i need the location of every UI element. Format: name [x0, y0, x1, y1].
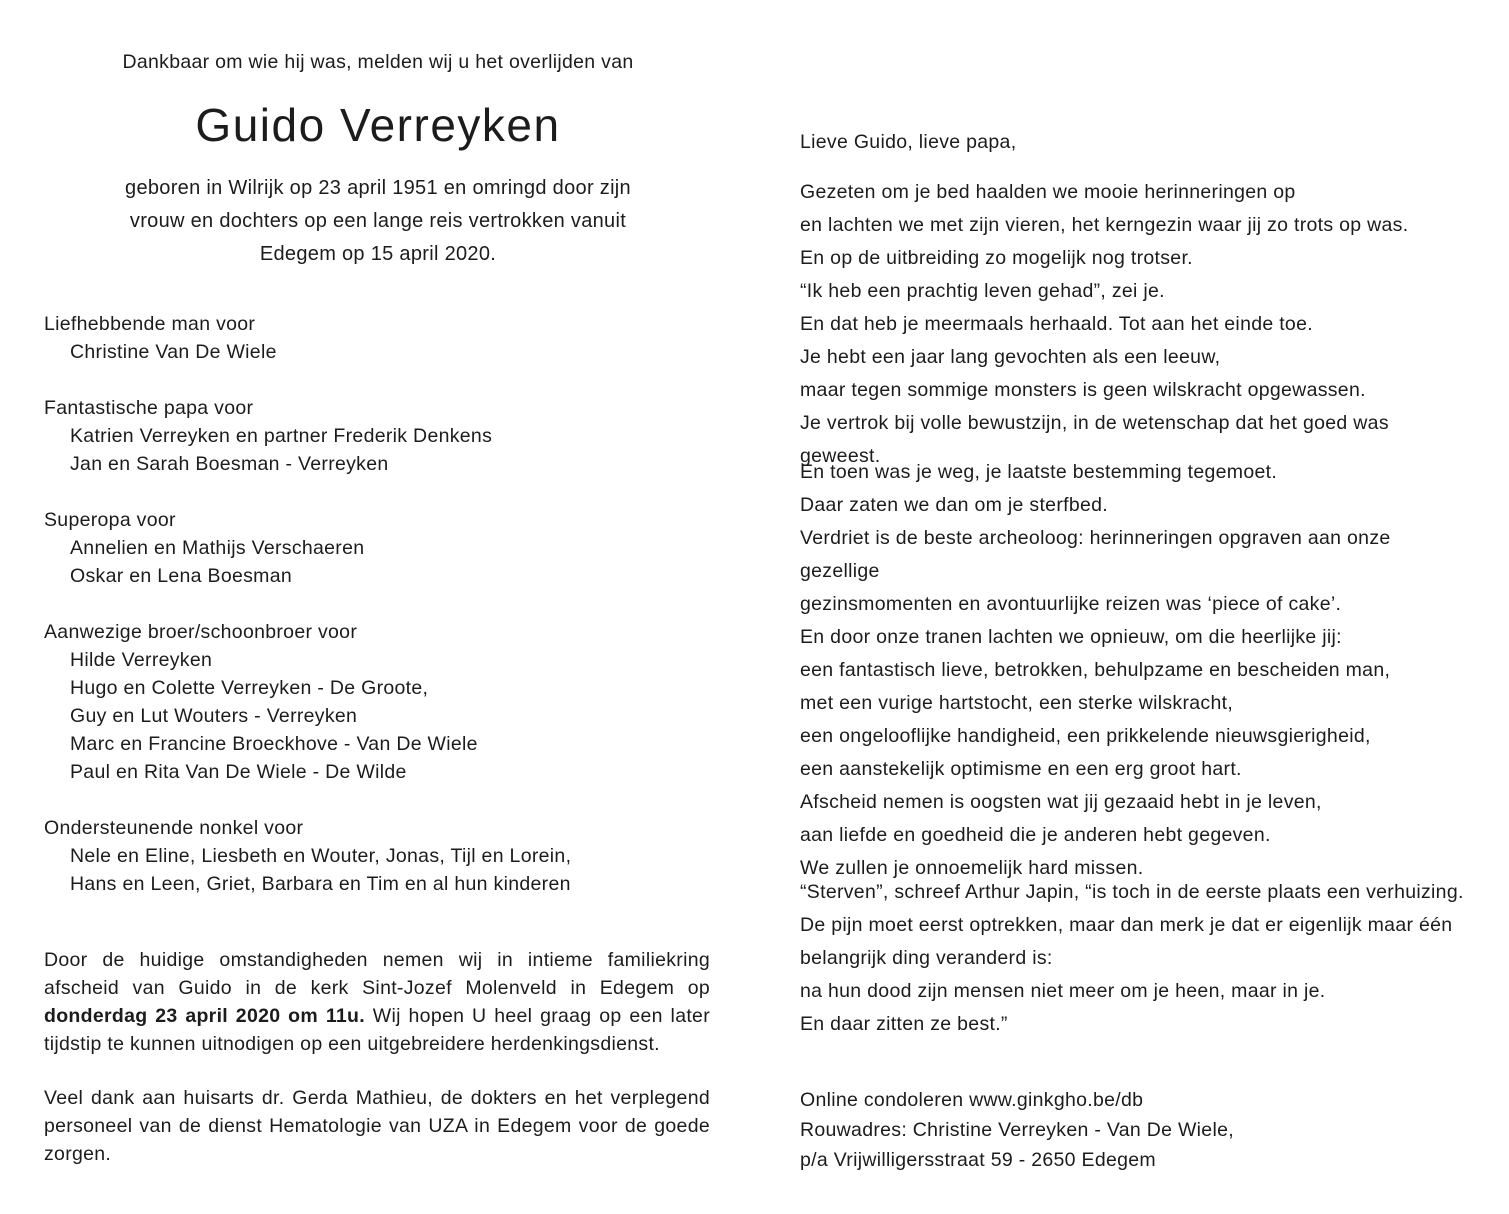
letter-line: Je hebt een jaar lang gevochten als een leeuw, [800, 346, 1221, 368]
letter-salutation: Lieve Guido, lieve papa, [800, 131, 1017, 153]
letter-paragraph-3 [800, 876, 1472, 1041]
family-section [44, 310, 712, 366]
letter-paragraph-2 [800, 456, 1472, 885]
family-member-line: Katrien Verreyken en partner Frederik Denkens [70, 425, 493, 447]
letter-line: En door onze tranen lachten we opnieuw, om die heerlijke jij: [800, 626, 1342, 648]
family-member-line: Hugo en Colette Verreyken - De Groote, [70, 677, 429, 699]
letter-line: een aanstekelijk optimisme en een erg groot hart. [800, 758, 1242, 780]
letter-line: en lachten we met zijn vieren, het kerngezin waar jij zo trots op was. [800, 214, 1409, 236]
family-member-line: Annelien en Mathijs Verschaeren [70, 537, 365, 559]
family-section-title: Ondersteunende nonkel voor [44, 817, 304, 839]
letter-line: “Sterven”, schreef Arthur Japin, “is toch in de eerste plaats een verhuizing. [800, 881, 1464, 903]
letter-line: aan liefde en goedheid die je anderen hebt gegeven. [800, 824, 1271, 846]
deceased-name: Guido Verreyken [195, 99, 561, 151]
family-sections [44, 310, 712, 898]
online-condolence-line: Online condoleren www.ginkgho.be/db [800, 1089, 1144, 1111]
letter-line: “Ik heb een prachtig leven gehad”, zei je. [800, 280, 1165, 302]
letter-line: En toen was je weg, je laatste bestemming tegemoet. [800, 461, 1278, 483]
family-section [44, 814, 712, 898]
letter-line: Verdriet is de beste archeoloog: herinneringen opgraven aan onze gezellige [800, 527, 1391, 582]
letter-line: na hun dood zijn mensen niet meer om je heen, maar in je. [800, 980, 1326, 1002]
letter-line: En daar zitten ze best.” [800, 1013, 1008, 1035]
letter-line: Daar zaten we dan om je sterfbed. [800, 494, 1108, 516]
letter-line: een ongelooflijke handigheid, een prikkelende nieuwsgierigheid, [800, 725, 1371, 747]
family-member-line: Paul en Rita Van De Wiele - De Wilde [70, 761, 407, 783]
letter-line: Afscheid nemen is oogsten wat jij gezaaid hebt in je leven, [800, 791, 1322, 813]
family-member-line: Guy en Lut Wouters - Verreyken [70, 705, 358, 727]
subtitle-line: geboren in Wilrijk op 23 april 1951 en omringd door zijn [125, 177, 631, 199]
ceremony-date-bold: donderdag 23 april 2020 om 11u. [44, 1005, 365, 1027]
family-section-title: Aanwezige broer/schoonbroer voor [44, 621, 358, 643]
family-member-line: Marc en Francine Broeckhove - Van De Wiele [70, 733, 478, 755]
birth-death-block [44, 172, 712, 271]
mourning-address-line: Rouwadres: Christine Verreyken - Van De Wiele, [800, 1119, 1234, 1141]
letter-line: Gezeten om je bed haalden we mooie herinneringen op [800, 181, 1296, 203]
letter-line: En op de uitbreiding zo mogelijk nog trotser. [800, 247, 1193, 269]
intro-line: Dankbaar om wie hij was, melden wij u het overlijden van [122, 51, 634, 73]
ceremony-text-after: Wij hopen U heel graag op een later tijdstip te kunnen uitnodigen op een uitgebreidere herdenkingsdienst. [44, 1005, 710, 1055]
letter-line: een fantastisch lieve, betrokken, behulpzame en bescheiden man, [800, 659, 1391, 681]
subtitle-line: Edegem op 15 april 2020. [259, 243, 497, 265]
ceremony-paragraph [44, 946, 710, 1058]
letter-line: De pijn moet eerst optrekken, maar dan merk je dat er eigenlijk maar één [800, 914, 1453, 936]
family-member-line: Hans en Leen, Griet, Barbara en Tim en al hun kinderen [70, 873, 571, 895]
letter-line: gezinsmomenten en avontuurlijke reizen was ‘piece of cake’. [800, 593, 1342, 615]
family-member-line: Jan en Sarah Boesman - Verreyken [70, 453, 389, 475]
family-section [44, 506, 712, 590]
subtitle-line: vrouw en dochters op een lange reis vertrokken vanuit [129, 210, 627, 232]
family-section-title: Superopa voor [44, 509, 176, 531]
letter-line: We zullen je onnoemelijk hard missen. [800, 857, 1144, 879]
mourning-address-line: p/a Vrijwilligersstraat 59 - 2650 Edegem [800, 1149, 1156, 1171]
family-section [44, 394, 712, 478]
family-member-line: Christine Van De Wiele [70, 341, 277, 363]
letter-line: maar tegen sommige monsters is geen wilskracht opgewassen. [800, 379, 1366, 401]
letter-line: belangrijk ding veranderd is: [800, 947, 1053, 969]
condolence-info [800, 1085, 1472, 1175]
family-member-line: Oskar en Lena Boesman [70, 565, 293, 587]
thanks-paragraph: Veel dank aan huisarts dr. Gerda Mathieu, de dokters en het verplegend personeel van de dienst Hematologie van UZA in Edegem voor de goede zorgen. [44, 1087, 710, 1165]
ceremony-text-before: Door de huidige omstandigheden nemen wij in intieme familiekring afscheid van Guido in de kerk Sint-Jozef Molenveld in Edegem op [44, 949, 710, 999]
family-section-title: Fantastische papa voor [44, 397, 254, 419]
family-member-line: Nele en Eline, Liesbeth en Wouter, Jonas, Tijl en Lorein, [70, 845, 572, 867]
letter-line: Je vertrok bij volle bewustzijn, in de wetenschap dat het goed was geweest. [800, 412, 1389, 467]
letter-line: En dat heb je meermaals herhaald. Tot aan het einde toe. [800, 313, 1313, 335]
family-section-title: Liefhebbende man voor [44, 313, 256, 335]
family-section [44, 618, 712, 786]
family-member-line: Hilde Verreyken [70, 649, 213, 671]
letter-paragraph-1 [800, 176, 1472, 473]
letter-line: met een vurige hartstocht, een sterke wilskracht, [800, 692, 1234, 714]
